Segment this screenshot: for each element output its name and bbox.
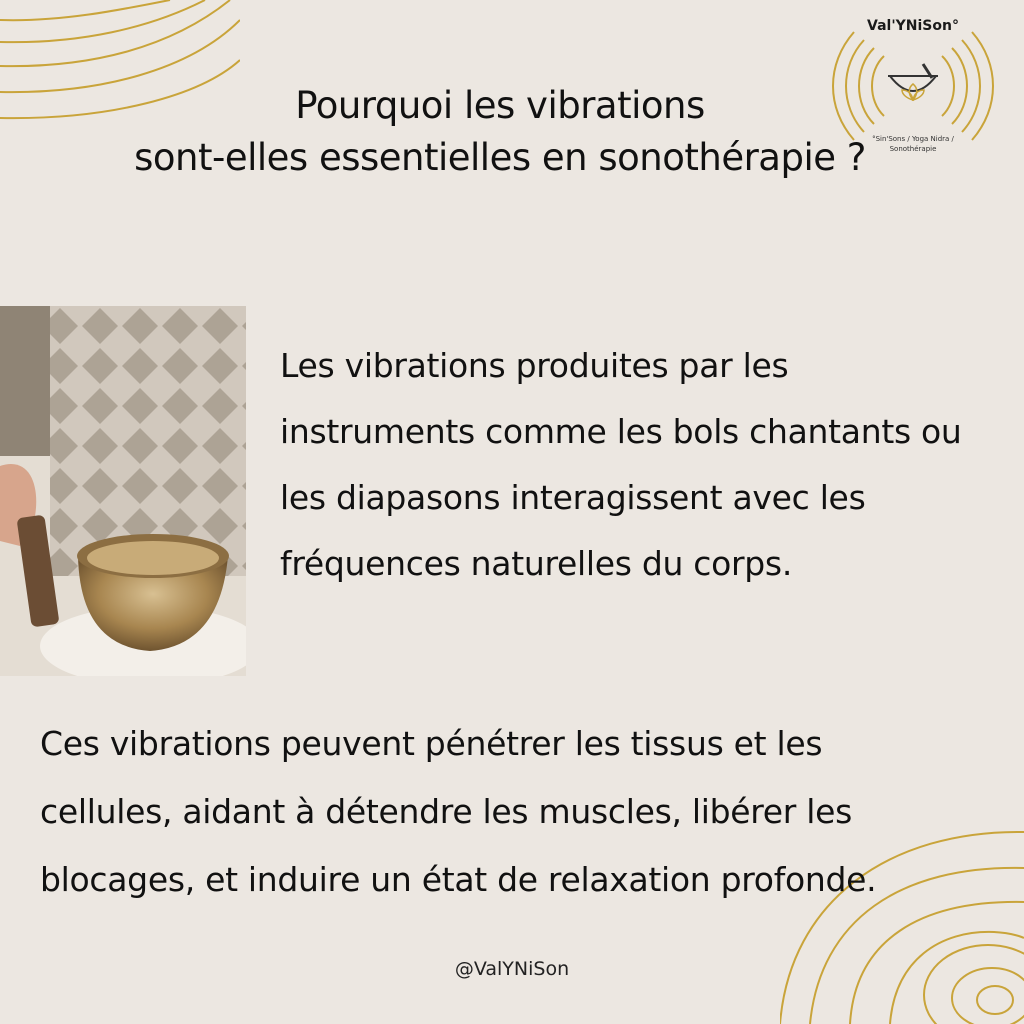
- singing-bowl-photo: [0, 306, 246, 676]
- paragraph-line: Ces vibrations peuvent pénétrer les tissus et les: [40, 724, 823, 763]
- paragraph-line: fréquences naturelles du corps.: [280, 544, 793, 583]
- paragraph-line: les diapasons interagissent avec les: [280, 478, 866, 517]
- paragraph-line: instruments comme les bols chantants ou: [280, 412, 962, 451]
- title-line-1: Pourquoi les vibrations: [295, 84, 705, 127]
- intro-paragraph: [280, 333, 1015, 597]
- social-handle: @ValYNiSon: [454, 958, 570, 980]
- detail-paragraph: [40, 710, 960, 914]
- logo-tagline: °Sin'Sons / Yoga Nidra / Sonothérapie: [872, 135, 954, 153]
- paragraph-line: blocages, et induire un état de relaxation profonde.: [40, 860, 877, 899]
- paragraph-line: cellules, aidant à détendre les muscles, libérer les: [40, 792, 852, 831]
- logo-brand-name: Val'YNiSon°: [867, 18, 959, 34]
- title-line-2: sont-elles essentielles en sonothérapie ?: [134, 136, 866, 179]
- page-title: [60, 80, 940, 184]
- paragraph-line: Les vibrations produites par les: [280, 346, 789, 385]
